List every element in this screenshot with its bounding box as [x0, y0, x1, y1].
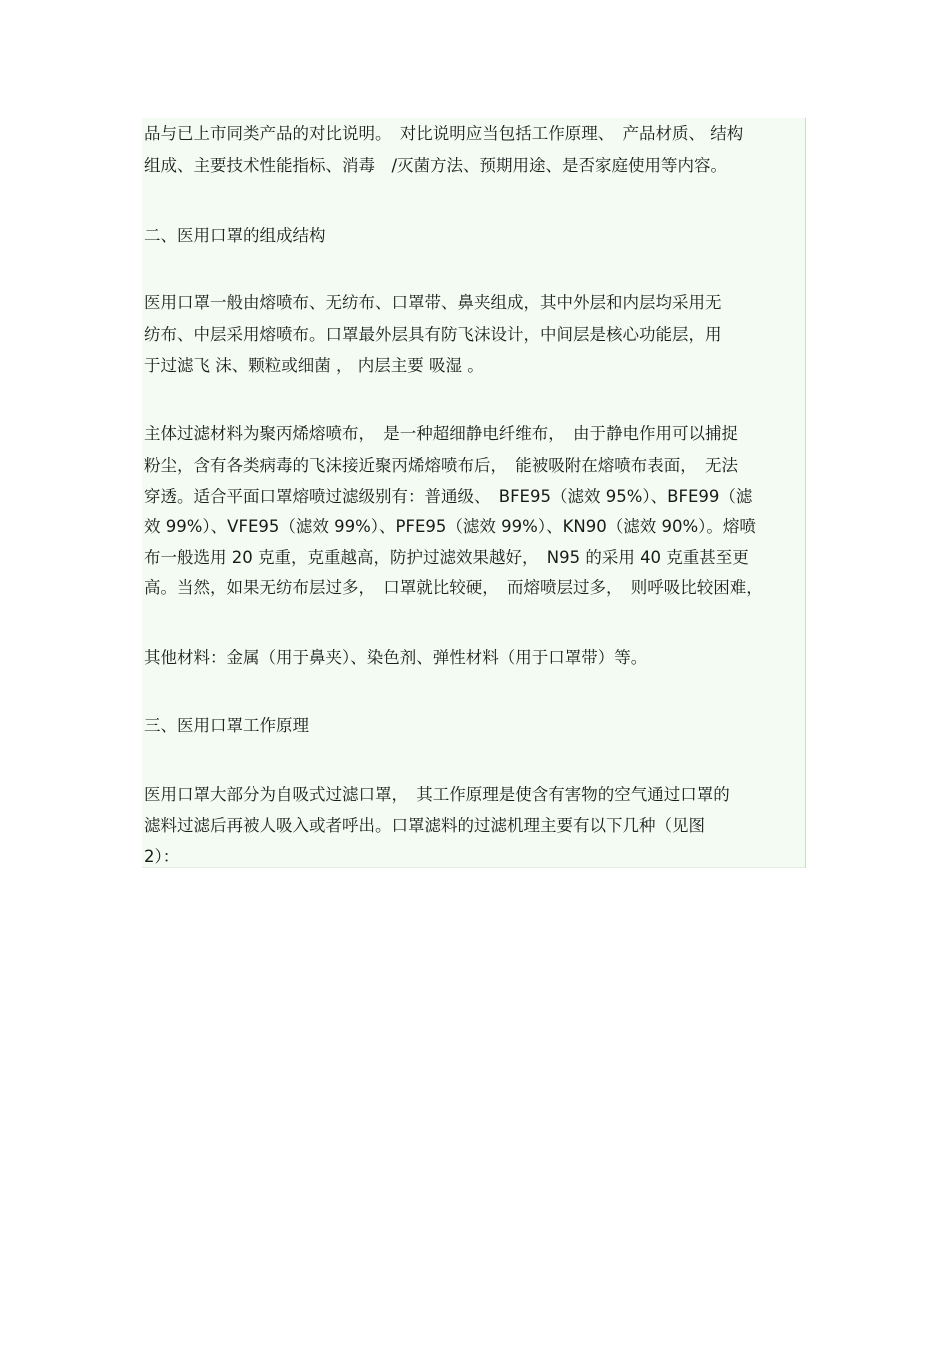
paragraph-comparison-line-1: 品与已上市同类产品的对比说明。 对比说明应当包括工作原理、 产品材质、 结构 — [144, 124, 744, 143]
section-heading-structure: 二、医用口罩的组成结构 — [144, 226, 326, 245]
paragraph-structure-line-3: 于过滤飞 沫、颗粒或细菌 ， 内层主要 吸湿 。 — [144, 356, 484, 375]
paragraph-material-line-3: 穿透。适合平面口罩熔喷过滤级别有：普通级、 BFE95（滤效 95%）、BFE99（滤 — [144, 487, 753, 506]
paragraph-comparison-line-2: 组成、主要技术性能指标、消毒 /灭菌方法、预期用途、是否家庭使用等内容。 — [144, 156, 728, 175]
paragraph-principle-line-1: 医用口罩大部分为自吸式过滤口罩， 其工作原理是使含有害物的空气通过口罩的 — [144, 785, 730, 804]
paragraph-structure-line-1: 医用口罩一般由熔喷布、无纺布、口罩带、鼻夹组成，其中外层和内层均采用无 — [144, 293, 722, 312]
section-heading-principle: 三、医用口罩工作原理 — [144, 716, 309, 735]
paragraph-material-line-2: 粉尘，含有各类病毒的飞沫接近聚丙烯熔喷布后， 能被吸附在熔喷布表面， 无法 — [144, 456, 738, 475]
paragraph-material-line-6: 高。当然，如果无纺布层过多， 口罩就比较硬， 而熔喷层过多， 则呼吸比较困难， — [144, 578, 763, 597]
paragraph-material-line-1: 主体过滤材料为聚丙烯熔喷布， 是一种超细静电纤维布， 由于静电作用可以捕捉 — [144, 424, 738, 443]
paragraph-principle-line-2: 滤料过滤后再被人吸入或者呼出。口罩滤料的过滤机理主要有以下几种（见图 — [144, 816, 705, 835]
paragraph-principle-line-3: 2）： — [144, 847, 180, 866]
paragraph-material-line-5: 布一般选用 20 克重，克重越高，防护过滤效果越好， N95 的采用 40 克重甚至更 — [144, 548, 749, 567]
paragraph-structure-line-2: 纺布、中层采用熔喷布。口罩最外层具有防飞沫设计，中间层是核心功能层，用 — [144, 325, 722, 344]
paragraph-other-materials: 其他材料：金属（用于鼻夹）、染色剂、弹性材料（用于口罩带）等。 — [144, 648, 648, 667]
paragraph-material-line-4: 效 99%）、VFE95（滤效 99%）、PFE95（滤效 99%）、KN90（滤效 90%）。熔喷 — [144, 517, 756, 536]
